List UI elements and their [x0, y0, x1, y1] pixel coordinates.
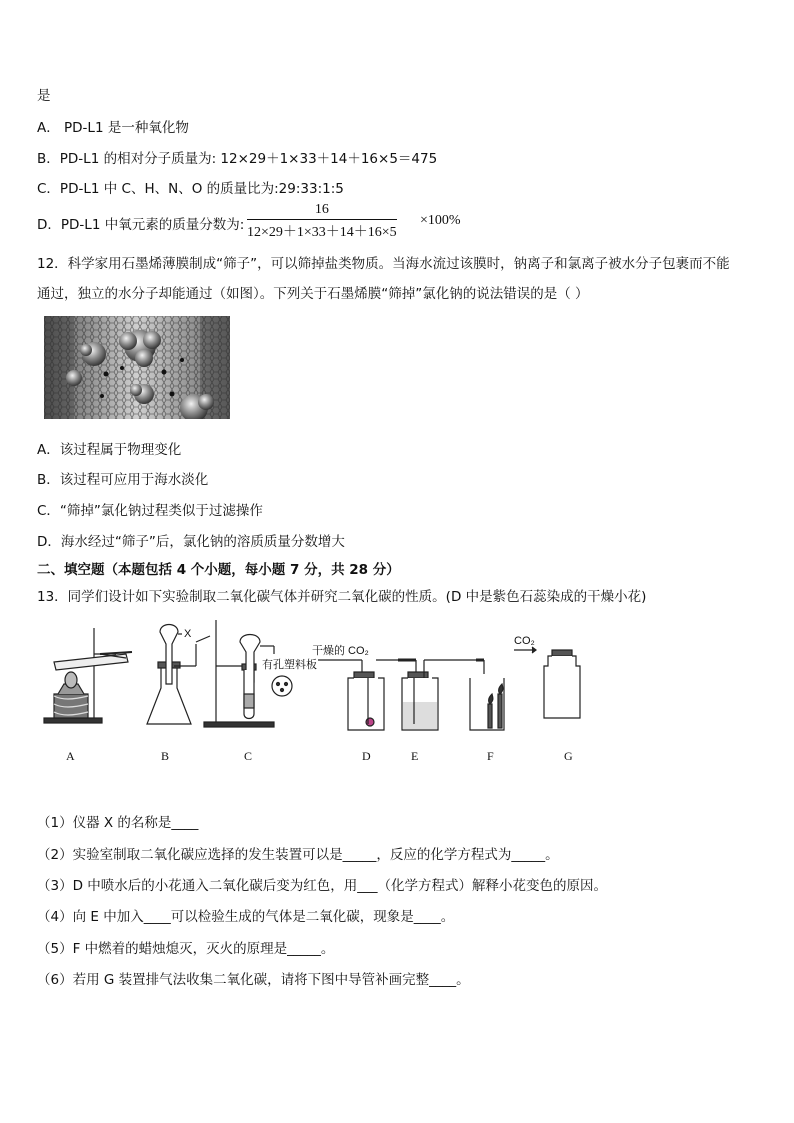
apparatus-b-icon — [147, 625, 210, 725]
q13-part-1: （1）仪器 X 的名称是____ — [37, 815, 199, 831]
q13-stem: 13．同学们设计如下实验制取二氧化碳气体并研究二氧化碳的性质。(D 中是紫色石蕊染成的干燥小花) — [37, 589, 647, 605]
apparatus-a-icon — [44, 628, 132, 723]
apparatus-d-icon — [312, 643, 398, 730]
q11-option-b: B．PD-L1 的相对分子质量为: 12×29＋1×33＋14＋16×5＝475 — [37, 151, 438, 167]
mass-fraction — [247, 202, 397, 241]
apparatus-f-icon — [470, 660, 504, 730]
q11-option-d: D．PD-L1 中氧元素的质量分数为: — [37, 217, 245, 233]
q11-option-c: C．PD-L1 中 C、H、N、O 的质量比为:29:33:1:5 — [37, 181, 344, 197]
apparatus-figure — [36, 614, 616, 774]
label-e: E — [411, 749, 419, 763]
fraction-tail: ×100% — [420, 213, 461, 228]
apparatus-c-icon — [204, 620, 317, 727]
q13-part-4: （4）向 E 中加入____可以检验生成的气体是二氧化碳，现象是____。 — [37, 909, 455, 925]
label-b: B — [161, 749, 170, 763]
apparatus-g-icon — [514, 635, 580, 718]
q12-option-d: D．海水经过“筛子”后，氯化钠的溶质质量分数增大 — [37, 534, 345, 550]
label-f: F — [487, 749, 494, 763]
q13-part-3: （3）D 中喷水后的小花通入二氧化碳后变为红色，用___（化学方程式）解释小花变色的原因。 — [37, 878, 608, 894]
label-d: D — [362, 749, 371, 763]
svg-text:CO₂: CO₂ — [514, 635, 535, 647]
fraction-denominator: 12×29＋1×33＋14＋16×5 — [247, 225, 397, 240]
q12-option-b: B．该过程可应用于海水淡化 — [37, 472, 209, 488]
label-a: A — [66, 749, 75, 763]
label-c: C — [244, 749, 253, 763]
q13-part-5: （5）F 中燃着的蜡烛熄灭，灭火的原理是_____。 — [37, 941, 335, 957]
section-heading: 二、填空题（本题包括 4 个小题，每小题 7 分，共 28 分） — [37, 562, 400, 578]
apparatus-e-icon — [398, 660, 476, 730]
q12-option-c: C．“筛掉”氯化钠过程类似于过滤操作 — [37, 503, 263, 519]
intro-word: 是 — [37, 88, 51, 104]
q13-part-2: （2）实验室制取二氧化碳应选择的发生装置可以是_____，反应的化学方程式为_____。 — [37, 847, 559, 863]
graphene-membrane-image — [44, 316, 230, 419]
fraction-numerator: 16 — [247, 202, 397, 220]
q12-stem-line2: 通过，独立的水分子却能通过（如图）。下列关于石墨烯膜“筛掉”氯化钠的说法错误的是（ ） — [37, 286, 589, 302]
svg-text:X: X — [184, 628, 192, 640]
q12-stem-line1: 12．科学家用石墨烯薄膜制成“筛子”，可以筛掉盐类物质。当海水流过该膜时，钠离子和氯离子被水分子包裹而不能 — [37, 256, 730, 272]
label-g: G — [564, 749, 573, 763]
q12-option-a: A．该过程属于物理变化 — [37, 442, 182, 458]
q13-part-6: （6）若用 G 装置排气法收集二氧化碳，请将下图中导管补画完整____。 — [37, 972, 470, 988]
svg-text:有孔塑料板: 有孔塑料板 — [262, 659, 317, 671]
svg-text:干燥的 CO₂: 干燥的 CO₂ — [312, 645, 369, 657]
q11-option-a: A． PD-L1 是一种氧化物 — [37, 120, 189, 136]
